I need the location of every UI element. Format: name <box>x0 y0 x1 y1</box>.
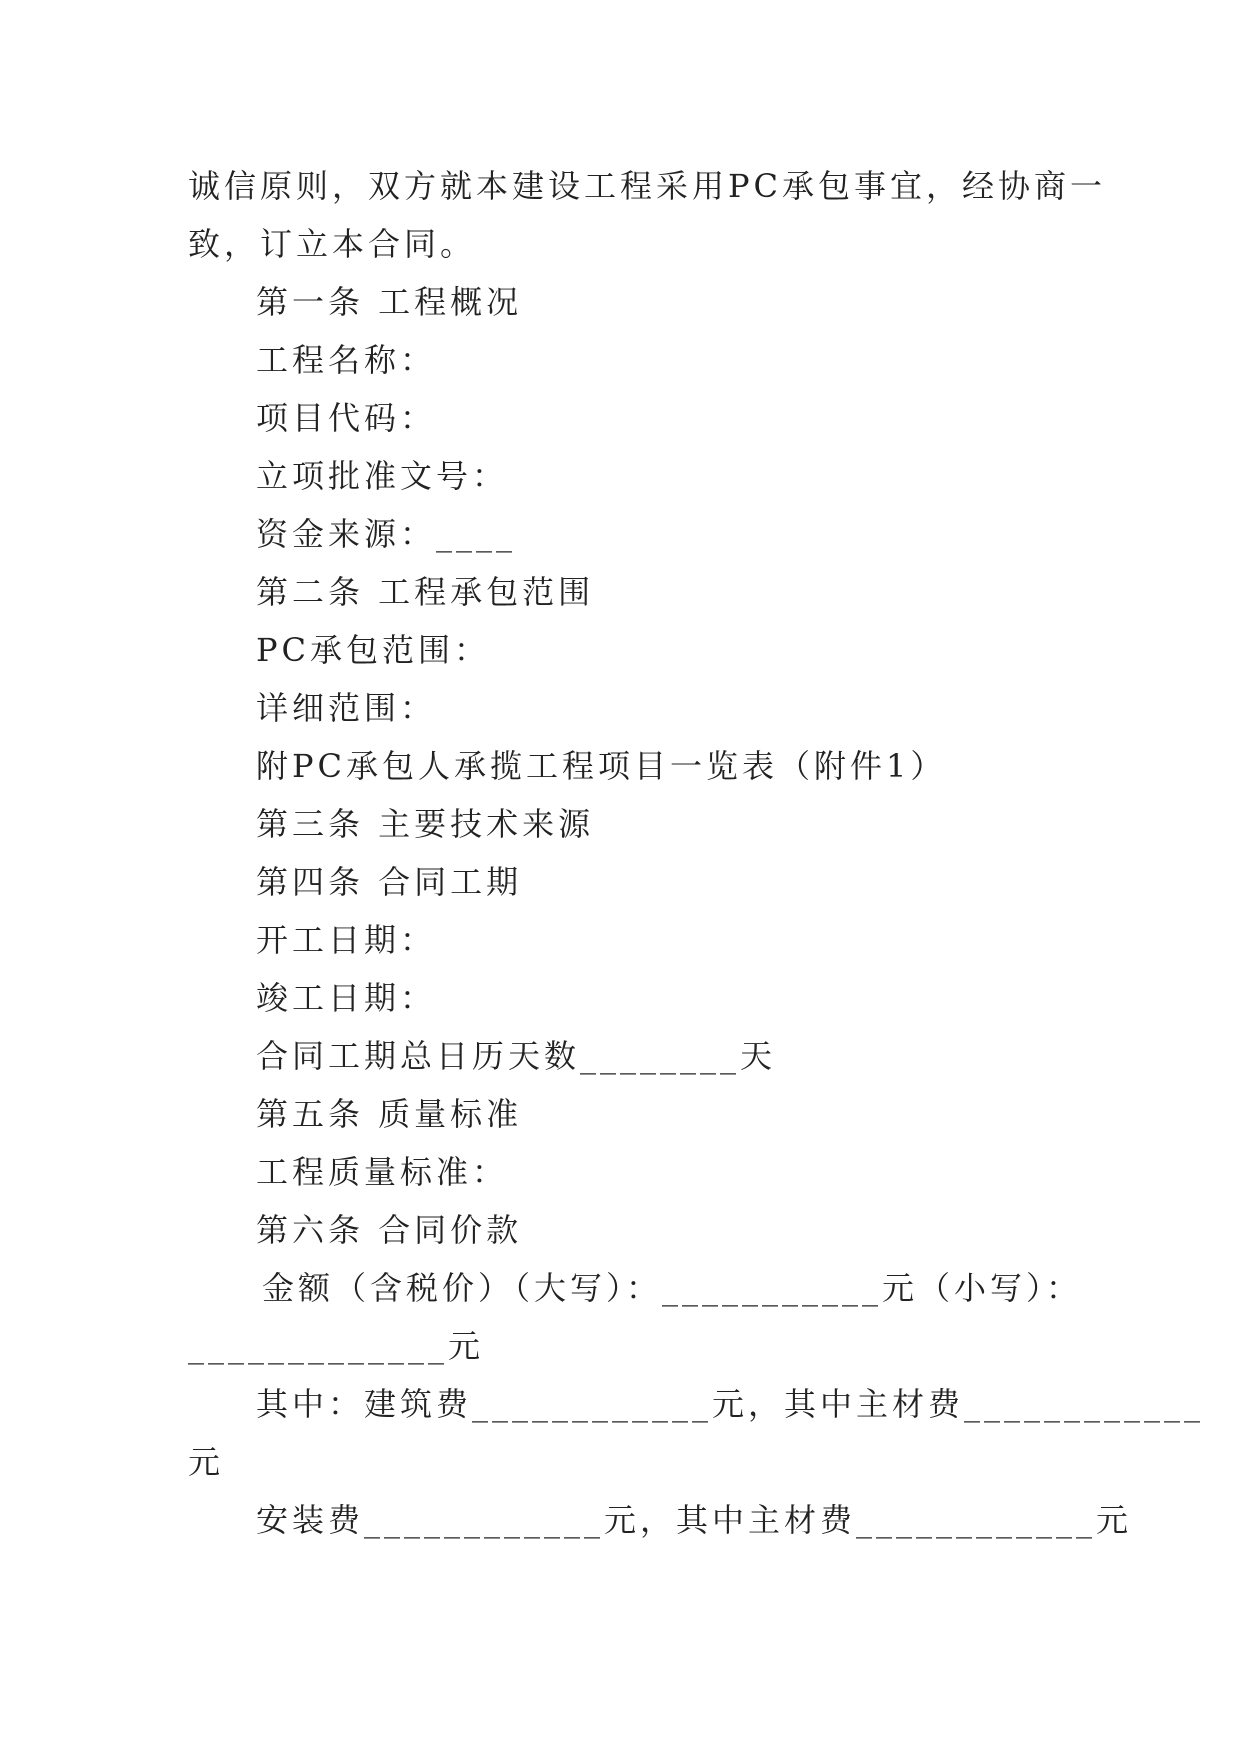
funding-source-field: 资金来源：____ <box>256 515 517 553</box>
attachment-note: 附PC承包人承揽工程项目一览表（附件1） <box>256 747 947 785</box>
article-6-heading: 第六条 合同价款 <box>256 1211 523 1249</box>
detailed-scope-field: 详细范围： <box>256 689 437 727</box>
installation-fee-line: 安装费____________元，其中主材费____________元 <box>256 1501 1133 1539</box>
pc-scope-field: PC承包范围： <box>256 631 491 669</box>
contract-amount-line <box>262 1268 1083 1308</box>
article-4-heading: 第四条 合同工期 <box>256 863 523 901</box>
quality-standard-field: 工程质量标准： <box>256 1153 509 1191</box>
contract-amount-continuation: _____________元 <box>188 1327 485 1365</box>
project-name-field: 工程名称： <box>256 341 437 379</box>
completion-date-field: 竣工日期： <box>256 979 437 1017</box>
construction-fee-continuation: 元 <box>188 1443 225 1481</box>
project-code-field: 项目代码： <box>256 399 437 437</box>
paragraph-intro-line-1: 诚信原则，双方就本建设工程采用PC承包事宜，经协商一 <box>188 167 1107 205</box>
paragraph-intro-line-2: 致，订立本合同。 <box>188 225 477 263</box>
total-days-field: 合同工期总日历天数________天 <box>256 1037 777 1075</box>
article-1-heading: 第一条 工程概况 <box>256 283 523 321</box>
article-2-heading: 第二条 工程承包范围 <box>256 573 595 611</box>
construction-fee-line: 其中：建筑费____________元，其中主材费____________ <box>256 1385 1205 1423</box>
article-3-heading: 第三条 主要技术来源 <box>256 805 595 843</box>
contract-amount-text: 金额（含税价）（大写）：___________元（小写）： <box>262 1269 1083 1307</box>
article-5-heading: 第五条 质量标准 <box>256 1095 523 1133</box>
start-date-field: 开工日期： <box>256 921 437 959</box>
approval-number-field: 立项批准文号： <box>256 457 509 495</box>
